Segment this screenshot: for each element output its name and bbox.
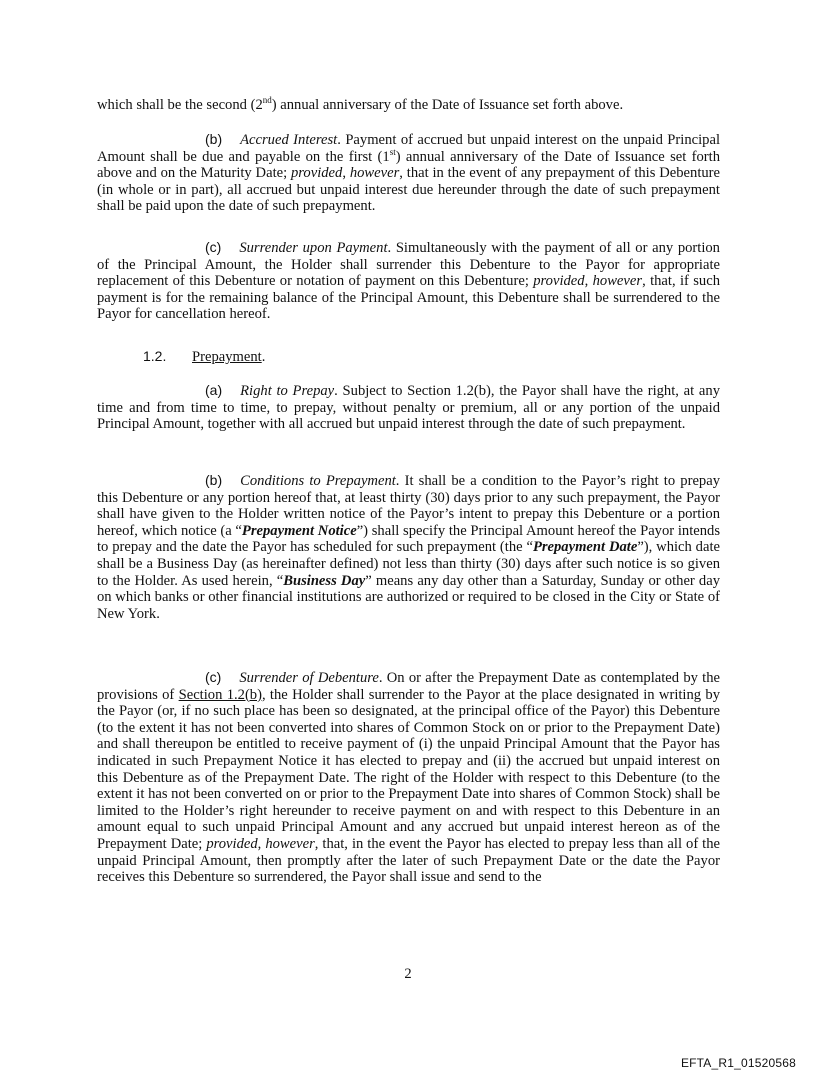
text-run: ) annual anniversary of the Date of Issuance set forth above and on the Maturity Date; xyxy=(97,148,720,182)
section-number: 1.2. xyxy=(143,348,167,364)
text-run: . Subject to Section 1.2(b), the Payor shall have the right, at any time and from time to time, to prepay, without penalty or premium, all or any portion of the unpaid Principal Amount, together with all accrued but unpaid interest through the date of such prepayment. xyxy=(97,383,720,433)
text-run: , xyxy=(342,165,350,182)
text-run: , xyxy=(584,273,593,290)
paragraph-right-to-prepay xyxy=(97,382,720,433)
text-run: . On or after the Prepayment Date as contemplated by the provisions of xyxy=(97,670,720,703)
page-number: 2 xyxy=(404,966,412,982)
text-run: ) annual anniversary of the Date of Issuance set forth above. xyxy=(271,97,624,113)
superscript: nd xyxy=(262,95,272,106)
paragraph-accrued-interest xyxy=(97,131,720,215)
text-run: ” means any day other than a Saturday, Sunday or other day on which banks or other financial institutions are authorized or required to be closed in the City or State of New York. xyxy=(97,572,721,622)
text-run: . Payment of accrued but unpaid interest on the unpaid Principal Amount shall be due and payable on the first (1 xyxy=(97,132,720,165)
text-run: , that in the event of any prepayment of this Debenture (in whole or in part), all accrued but unpaid interest due hereunder through the date of such prepayment shall be paid upon the date of such prepayment. xyxy=(97,165,721,215)
italic-term: however xyxy=(265,835,315,852)
text-run: , xyxy=(257,835,266,852)
italic-term: provided xyxy=(291,165,343,182)
section-title: Prepayment xyxy=(192,349,262,365)
clause-label: (c) xyxy=(205,669,222,685)
italic-term: however xyxy=(349,165,400,182)
text-run: . Simultaneously with the payment of all or any portion of the Principal Amount, the Holder shall surrender this Debenture to the Payor for appropriate replacement of this Debenture or notation of payment on this Debenture; xyxy=(97,240,720,290)
text-run: ”), which date shall be a Business Day (as hereinafter defined) not less than thirty (30) days after such notice is so given to the Holder. As used herein, “ xyxy=(97,539,720,589)
text-run: , the Holder shall surrender to the Payor at the place designated in writing by the Payor (or, if no such place has been so designated, at the principal office of the Payor) this Debenture (to the extent it has not been converted into shares of Common Stock on or prior to the Prepayment Date) and shall thereupon be entitled to receive payment of (i) the unpaid Principal Amount that the Payor has indicated in such Prepayment Notice it has elected to prepay and (ii) the accrued but unpaid interest on this Debenture as of the Prepayment Date. The right of the Holder with respect to this Debenture (to the extent it has not been converted on or prior to the Prepayment Date into shares of Common Stock) shall be limited to the Holder’s right hereunder to receive payment on and with respect to this Debenture in an amount equal to such unpaid Principal Amount and any accrued but unpaid interest hereon as of the Prepayment Date; xyxy=(97,686,720,852)
clause-title: Accrued Interest xyxy=(240,132,338,148)
clause-label: (c) xyxy=(205,239,222,255)
clause-title: Surrender upon Payment xyxy=(239,240,388,256)
italic-term: however xyxy=(592,273,643,290)
italic-term: provided xyxy=(206,835,258,852)
clause-label: (b) xyxy=(205,131,223,147)
superscript: st xyxy=(389,146,396,157)
clause-title: Right to Prepay xyxy=(240,383,335,399)
text-run: ”) shall specify the Principal Amount hereof the Payor intends to prepay and the date the Payor has scheduled for such prepayment (the “ xyxy=(97,522,720,556)
paragraph-continuation xyxy=(97,97,720,114)
text-run: , that, in the event the Payor has elected to prepay less than all of the unpaid Principal Amount, then promptly after the later of such Prepayment Date or the date the Payor receives this Debenture so surrendered, the Payor shall issue and send to the xyxy=(97,835,721,886)
section-heading xyxy=(143,348,265,366)
text-run: which shall be the second (2 xyxy=(97,97,263,113)
clause-label: (b) xyxy=(205,472,223,488)
defined-term: Prepayment Notice xyxy=(241,522,357,539)
clause-title: Surrender of Debenture xyxy=(239,670,379,686)
section-reference: Section 1.2(b) xyxy=(178,686,262,703)
defined-term: Business Day xyxy=(283,572,366,589)
text-run: , that, if such payment is for the remaining balance of the Principal Amount, this Debenture shall be surrendered to the Payor for cancellation hereof. xyxy=(97,273,721,323)
bates-number: EFTA_R1_01520568 xyxy=(680,1056,796,1070)
text-run: . It shall be a condition to the Payor’s right to prepay this Debenture or any portion hereof that, at least thirty (30) days prior to any such prepayment, the Payor shall have given to the Holder written notice of the Payor’s intent to prepay this Debenture or a portion hereof, which notice (a “ xyxy=(97,473,720,539)
italic-term: provided xyxy=(533,273,585,290)
defined-term: Prepayment Date xyxy=(532,539,638,556)
paragraph-surrender-of-debenture xyxy=(97,669,720,886)
section-title-period: . xyxy=(261,349,266,365)
paragraph-conditions-to-prepayment xyxy=(97,472,720,622)
paragraph-surrender-upon-payment xyxy=(97,239,720,323)
clause-title: Conditions to Prepayment xyxy=(240,473,396,489)
clause-label: (a) xyxy=(205,382,223,398)
